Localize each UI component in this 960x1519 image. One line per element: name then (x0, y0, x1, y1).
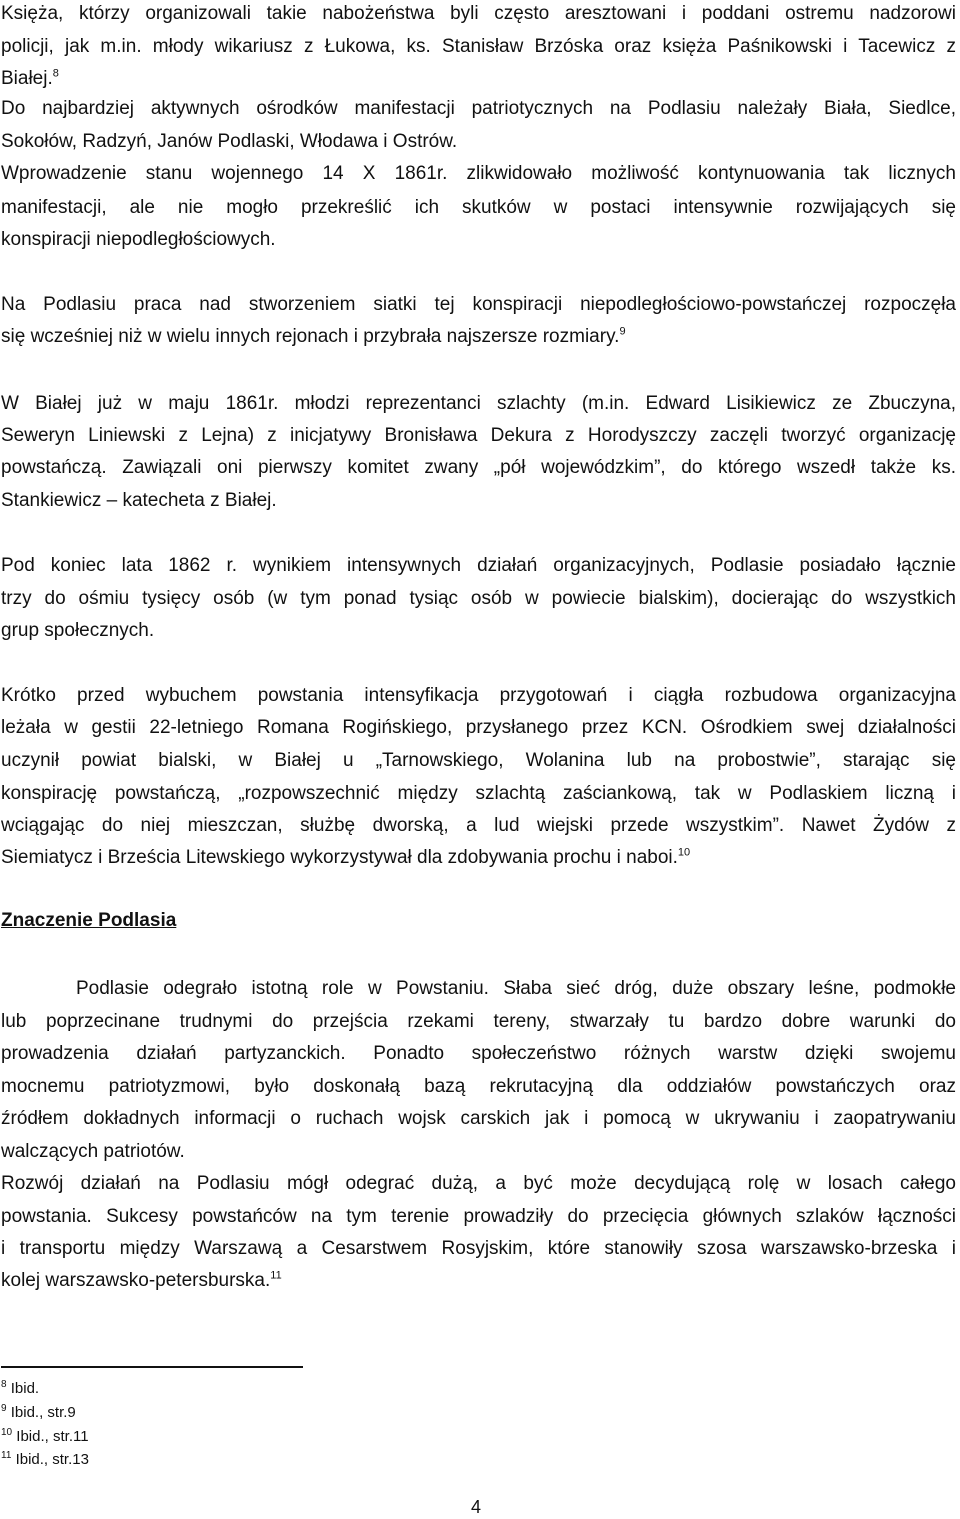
text-line: powstańczą. Zawiązali oni pierwszy komitet zwany „pół wojewódzkim”, do którego wszedł także ks. (1, 457, 956, 478)
footnote-ref: 9 (619, 325, 626, 338)
text-line: leżała w gestii 22-letniego Romana Rogińskiego, przysłanego przez KCN. Ośrodkiem swej działalności (1, 717, 956, 738)
text-line: lub poprzecinane trudnymi do przejścia rzekami tereny, stwarzały tu bardzo dobre warunki do (1, 1011, 956, 1032)
text-line: Podlasie odegrało istotną role w Powstaniu. Słaba sieć dróg, duże obszary leśne, podmokłe (76, 978, 956, 999)
text-fragment: się wcześniej niż w wielu innych rejonach i przybrała najszersze rozmiary. (1, 326, 620, 347)
text-line: i transportu między Warszawą a Cesarstwem Rosyjskim, które stanowiły szosa warszawsko-brzeska i (1, 1238, 956, 1259)
text-fragment: kolej warszawsko-petersburska. (1, 1270, 271, 1291)
section-heading: Znaczenie Podlasia (1, 910, 177, 931)
footnote-number: 9 (1, 1403, 7, 1414)
text-line: Sokołów, Radzyń, Janów Podlaski, Włodawa i Ostrów. (1, 131, 458, 152)
text-line (1, 846, 956, 870)
text-line: wciągając do niej mieszczan, służbę dworską, a lud wiejski przede wszystkim”. Nawet Żydów z (1, 815, 956, 836)
footnote-text: Ibid., str.9 (10, 1404, 76, 1421)
footnote-separator (1, 1366, 303, 1368)
footnote (1, 1428, 89, 1446)
footnote-text: Ibid., str.11 (16, 1428, 89, 1445)
footnote-text: Ibid. (10, 1380, 40, 1397)
footnote-ref: 11 (270, 1269, 282, 1282)
footnote-number: 11 (1, 1450, 12, 1461)
footnote-text: Ibid., str.13 (15, 1451, 89, 1468)
page-number: 4 (471, 1497, 482, 1517)
text-line: prowadzenia działań partyzanckich. Ponadto społeczeństwo różnych warstw dzięki swojemu (1, 1043, 956, 1064)
text-line (1, 1269, 956, 1293)
text-line: Do najbardziej aktywnych ośrodków manifestacji patriotycznych na Podlasiu należały Biała, Siedlce, (1, 98, 956, 119)
text-line: powstania. Sukcesy powstańców na tym terenie prowadziły do przecięcia głównych szlaków łączności (1, 1206, 956, 1227)
footnote (1, 1451, 89, 1469)
text-line: trzy do ośmiu tysięcy osób (w tym ponad tysiąc osób w powiecie bialskim), docierając do wszystkich (1, 588, 956, 609)
text-fragment: Siemiatycz i Brześcia Litewskiego wykorzystywał dla zdobywania prochu i naboi. (1, 847, 678, 868)
text-line (1, 325, 956, 349)
text-line: grup społecznych. (1, 620, 155, 641)
text-line: Seweryn Liniewski z Lejna) z inicjatywy Bronisława Dekura z Horodyszczy zaczęli tworzyć organizację (1, 425, 956, 446)
text-line: W Białej już w maju 1861r. młodzi reprezentanci szlachty (m.in. Edward Lisikiewicz ze Zbuczyna, (1, 393, 956, 414)
text-fragment: Białej. (1, 68, 53, 89)
text-line: Na Podlasiu praca nad stworzeniem siatki tej konspiracji niepodległościowo-powstańczej rozpoczęła (1, 294, 956, 315)
footnote-number: 8 (1, 1379, 7, 1390)
text-line: Stankiewicz – katecheta z Białej. (1, 490, 277, 511)
text-line: źródłem dokładnych informacji o ruchach wojsk carskich jak i pomocą w ukrywaniu i zaopatrywaniu (1, 1108, 956, 1129)
footnote-number: 10 (1, 1427, 13, 1438)
text-line: Pod koniec lata 1862 r. wynikiem intensywnych działań organizacyjnych, Podlasie posiadało łącznie (1, 555, 956, 576)
footnote-ref: 8 (52, 67, 59, 80)
text-line: mocnemu patriotyzmowi, było doskonałą bazą rekrutacyjną dla oddziałów powstańczych oraz (1, 1076, 956, 1097)
text-line (1, 67, 956, 91)
text-line: Krótko przed wybuchem powstania intensyfikacja przygotowań i ciągła rozbudowa organizacyjna (1, 685, 956, 706)
text-line: manifestacji, ale nie mogło przekreślić ich skutków w postaci intensywnie rozwijających się (1, 197, 956, 218)
text-line: konspirację powstańczą, „rozpowszechnić między szlachtą zaściankową, tak w Podlaskiem liczną i (1, 783, 956, 804)
text-line: walczących patriotów. (1, 1141, 185, 1162)
footnote (1, 1404, 76, 1422)
text-line: Rozwój działań na Podlasiu mógł odegrać dużą, a być może decydującą rolę w losach całego (1, 1173, 956, 1194)
footnote (1, 1380, 39, 1398)
text-line: uczynił powiat bialski, w Białej u „Tarnowskiego, Wolanina lub na probostwie”, starając się (1, 750, 956, 771)
text-line: Księża, którzy organizowali takie nabożeństwa byli często aresztowani i poddani ostremu nadzorowi (1, 3, 956, 24)
footnote-ref: 10 (677, 846, 691, 859)
text-line: Wprowadzenie stanu wojennego 14 X 1861r. zlikwidowało możliwość kontynuowania tak licznych (1, 163, 956, 184)
text-line: konspiracji niepodległościowych. (1, 229, 276, 250)
text-line: policji, jak m.in. młody wikariusz z Łukowa, ks. Stanisław Brzóska oraz księża Paśnikowski i Tacewicz z (1, 36, 956, 57)
